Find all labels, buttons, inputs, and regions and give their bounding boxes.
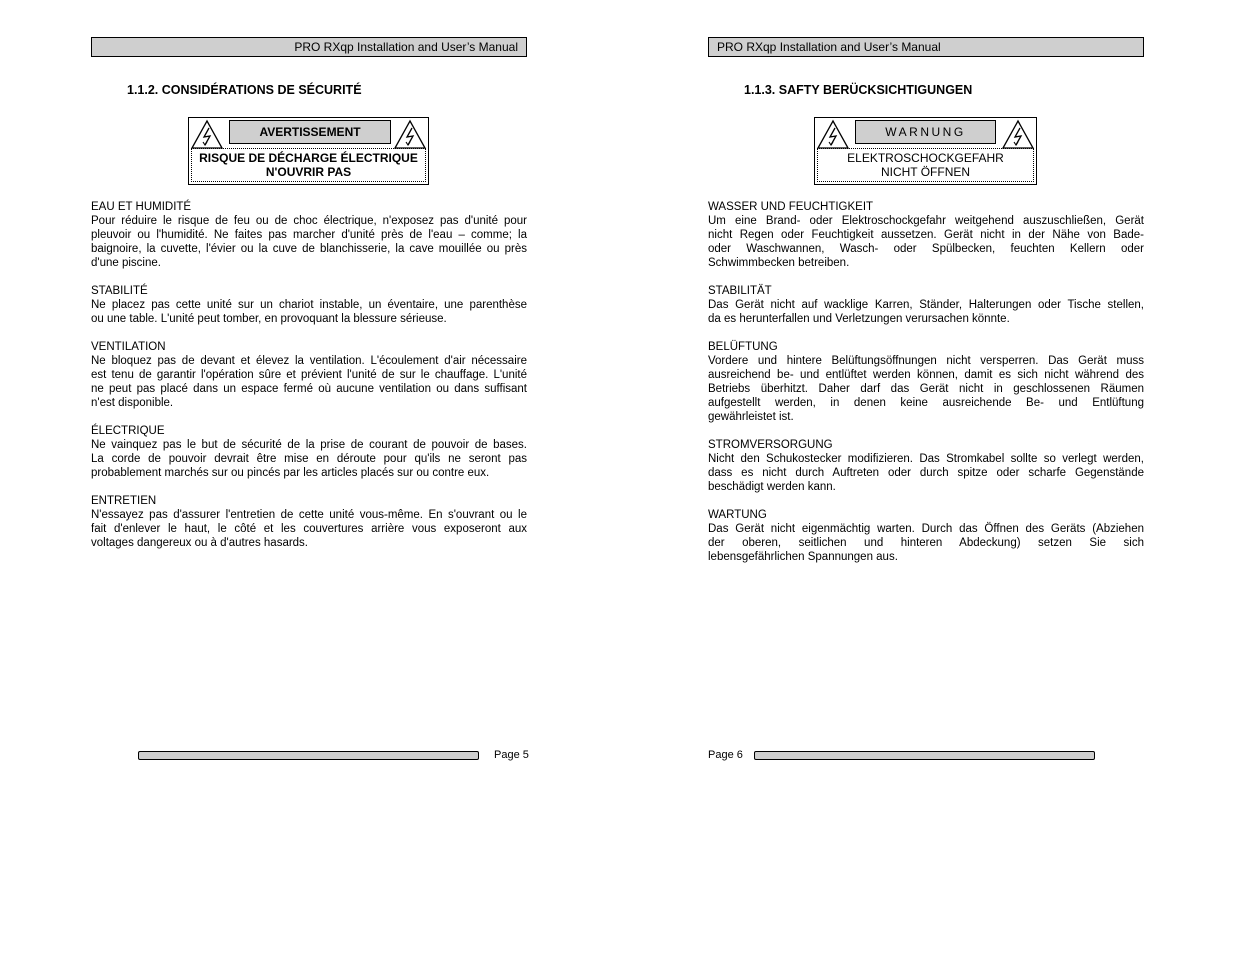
section-title: ENTRETIEN (91, 495, 157, 507)
body-line: Pour réduire le risque de feu ou de choc électrique, n'exposez pas d'unité pour (91, 215, 527, 227)
section-body (91, 298, 527, 326)
body-line: Ne vainquez pas le but de sécurité de la prise de courant de pouvoir de bases. (91, 439, 527, 451)
body-line: beschädigt werden kann. (708, 481, 836, 493)
section-water-humidity (91, 200, 527, 270)
section-body (91, 508, 527, 550)
section-title: STABILITÄT (708, 285, 772, 297)
section-body (91, 214, 527, 270)
footer-bar (138, 751, 479, 760)
high-voltage-warning-icon (816, 119, 850, 150)
body-line: dass es nicht durch Auftreten oder durch spitze oder scharfe Gegenstände (708, 467, 1144, 479)
section-stability (91, 284, 527, 326)
body-line: Ne placez pas cette unité sur un chariot instable, un éventaire, une parenthèse (91, 299, 527, 311)
body-line: fait d'enlever le haut, le côté et les couvertures arrière vous exposeront aux (91, 523, 527, 535)
section-power-supply (708, 438, 1144, 494)
section-body (708, 452, 1144, 494)
body-line: voltages dangereux ou à d'autres hasards. (91, 537, 309, 549)
body-line: da es herunterfallen und Verletzungen verursachen könnte. (708, 313, 1010, 325)
page-header: PRO RXqp Installation and User’s Manual (91, 37, 527, 57)
page-header: PRO RXqp Installation and User’s Manual (708, 37, 1144, 57)
body-line: Ne bloquez pas de devant et élevez la ventilation. L'écoulement d'air nécessaire (91, 355, 527, 367)
body-line: Das Gerät nicht eigenmächtig warten. Durch das Öffnen des Geräts (Abziehen (708, 523, 1144, 535)
body-line: ausreichend be- und entlüftet werden können, damit es sich nicht während des (708, 369, 1144, 381)
body-line: N'essayez pas d'assurer l'entretien de cette unité vous-même. En s'ouvrant ou le (91, 509, 527, 521)
section-title: WARTUNG (708, 509, 767, 521)
body-line: Das Gerät nicht auf wacklige Karren, Ständer, Halterungen oder Tische stellen, (708, 299, 1144, 311)
body-line: ne peut pas placé dans un espace fermé où aucune ventilation ou dans suffisant (91, 383, 527, 395)
body-line: baignoire, la cuvette, l'évier ou la cuve de blanchisserie, la cave mouillée ou près (91, 243, 527, 255)
section-body (91, 354, 527, 410)
section-body (708, 214, 1144, 270)
body-line: aufgestellt werden, in denen keine ausreichende Be- und Entlüftung (708, 397, 1144, 409)
warning-title: AVERTISSEMENT (229, 120, 391, 144)
body-line: probablement marchés sur ou pincés par les articles placés sur ou contre eux. (91, 467, 490, 479)
section-title: WASSER UND FEUCHTIGKEIT (708, 201, 874, 213)
section-title: STROMVERSORGUNG (708, 439, 833, 451)
section-body (708, 522, 1144, 564)
section-body (708, 354, 1144, 424)
section-water-humidity (708, 200, 1144, 270)
warning-line: N'OUVRIR PAS (265, 165, 352, 179)
body-line: d'une piscine. (91, 257, 161, 269)
high-voltage-warning-icon (393, 119, 427, 150)
body-line: der oberen, seitlichen und hinteren Abdeckung) setzen Sie sich (708, 537, 1144, 549)
body-line: Nicht den Schukostecker modifizieren. Das Stromkabel sollte so verlegt werden, (708, 453, 1144, 465)
warning-title: WARNUNG (855, 120, 996, 144)
manual-page-6 (617, 0, 1235, 954)
warning-box (814, 117, 1037, 185)
page-number: Page 5 (494, 749, 529, 761)
section-stability (708, 284, 1144, 326)
high-voltage-warning-icon (190, 119, 224, 150)
section-ventilation (91, 340, 527, 410)
body-line: lebensgefährlichen Spannungen aus. (708, 551, 898, 563)
warning-line: NICHT ÖFFNEN (880, 165, 971, 179)
section-body (91, 438, 527, 480)
footer-bar (754, 751, 1095, 760)
body-line: oder Waschwannen, Wasch- oder Spülbecken, feuchten Kellern oder (708, 243, 1144, 255)
section-ventilation (708, 340, 1144, 424)
body-line: ou une table. L'unité peut tomber, en provoquant la blessure sérieuse. (91, 313, 447, 325)
safety-sections (91, 200, 527, 564)
body-line: Schwimmbecken betreiben. (708, 257, 850, 269)
section-maintenance (708, 508, 1144, 564)
warning-message (191, 148, 426, 182)
page-number: Page 6 (708, 749, 743, 761)
warning-message (817, 148, 1034, 182)
section-maintenance (91, 494, 527, 550)
section-heading: 1.1.3. SAFTY BERÜCKSICHTIGUNGEN (744, 83, 973, 97)
body-line: nicht Regen oder Feuchtigkeit aussetzen. Gerät nicht in der Nähe von Bade- (708, 229, 1144, 241)
section-title: VENTILATION (91, 341, 166, 353)
section-electrical (91, 424, 527, 480)
section-title: ÉLECTRIQUE (91, 425, 165, 437)
section-heading: 1.1.2. CONSIDÉRATIONS DE SÉCURITÉ (127, 83, 362, 97)
section-body (708, 298, 1144, 326)
warning-box (188, 117, 429, 185)
warning-line: ELEKTROSCHOCKGEFAHR (847, 151, 1004, 165)
warning-line: RISQUE DE DÉCHARGE ÉLECTRIQUE (199, 151, 418, 165)
manual-page-5 (0, 0, 617, 954)
section-title: BELÜFTUNG (708, 341, 778, 353)
body-line: La corde de pouvoir devrait être mise en déroute pour qu'ils ne seront pas (91, 453, 527, 465)
high-voltage-warning-icon (1001, 119, 1035, 150)
body-line: Betriebs überhitzt. Daher darf das Gerät nicht in geschlossenen Räumen (708, 383, 1144, 395)
body-line: gewährleistet ist. (708, 411, 794, 423)
body-line: n'est disponible. (91, 397, 174, 409)
body-line: Um eine Brand- oder Elektroschockgefahr weitgehend auszuschließen, Gerät (708, 215, 1144, 227)
safety-sections (708, 200, 1144, 578)
body-line: est tenu de garantir l'opération sûre et prévient l'unité de sur le chauffage. L'unité (91, 369, 527, 381)
section-title: STABILITÉ (91, 285, 148, 297)
body-line: pleuvoir ou l'humidité. Ne faites pas marcher d'unité près de l'eau – comme; la (91, 229, 527, 241)
body-line: Vordere und hintere Belüftungsöffnungen nicht versperren. Das Gerät muss (708, 355, 1144, 367)
section-title: EAU ET HUMIDITÉ (91, 201, 192, 213)
